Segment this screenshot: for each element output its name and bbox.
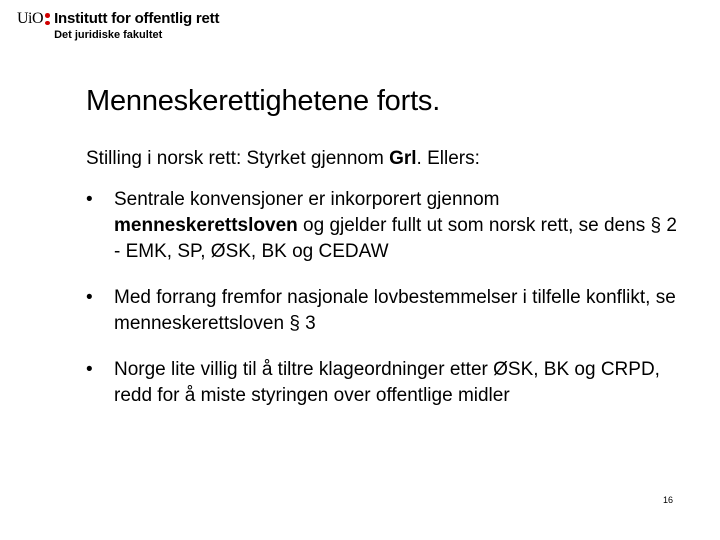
institute-name: Institutt for offentlig rett [54,10,220,27]
bullet-text: Norge lite villig til å tiltre klageordninger etter ØSK, BK og CRPD, redd for å miste styringen over offentlige midler [114,359,660,406]
slide-title: Menneskerettighetene forts. [86,85,441,117]
intro-text-bold: Grl [389,148,417,169]
bullet-item [86,285,686,337]
logo-dots-icon [45,13,50,25]
uio-logo-text: UiO [17,10,44,27]
bullet-text-bold: menneskerettsloven [114,215,298,236]
institute-block [54,10,219,42]
bullet-item [86,187,686,265]
header-logo [17,10,219,44]
bullet-dot: • [86,287,93,308]
bullet-list [86,187,686,429]
faculty-name: Det juridiske fakultet [54,29,163,41]
bullet-text-after: og gjelder fullt ut som norsk rett, se dens § 2 - EMK, SP, ØSK, BK og CEDAW [114,215,677,262]
bullet-item [86,357,686,409]
bullet-dot: • [86,359,93,380]
intro-text [86,147,480,171]
page-number: 16 [663,495,674,505]
intro-text-before: Stilling i norsk rett: Styrket gjennom [86,148,390,169]
intro-text-after: . Ellers: [416,148,480,169]
bullet-dot: • [86,189,93,210]
bullet-text-before: Sentrale konvensjoner er inkorporert gjennom [114,189,500,210]
bullet-text: Med forrang fremfor nasjonale lovbestemmelser i tilfelle konflikt, se menneskerettsloven § 3 [114,287,676,334]
